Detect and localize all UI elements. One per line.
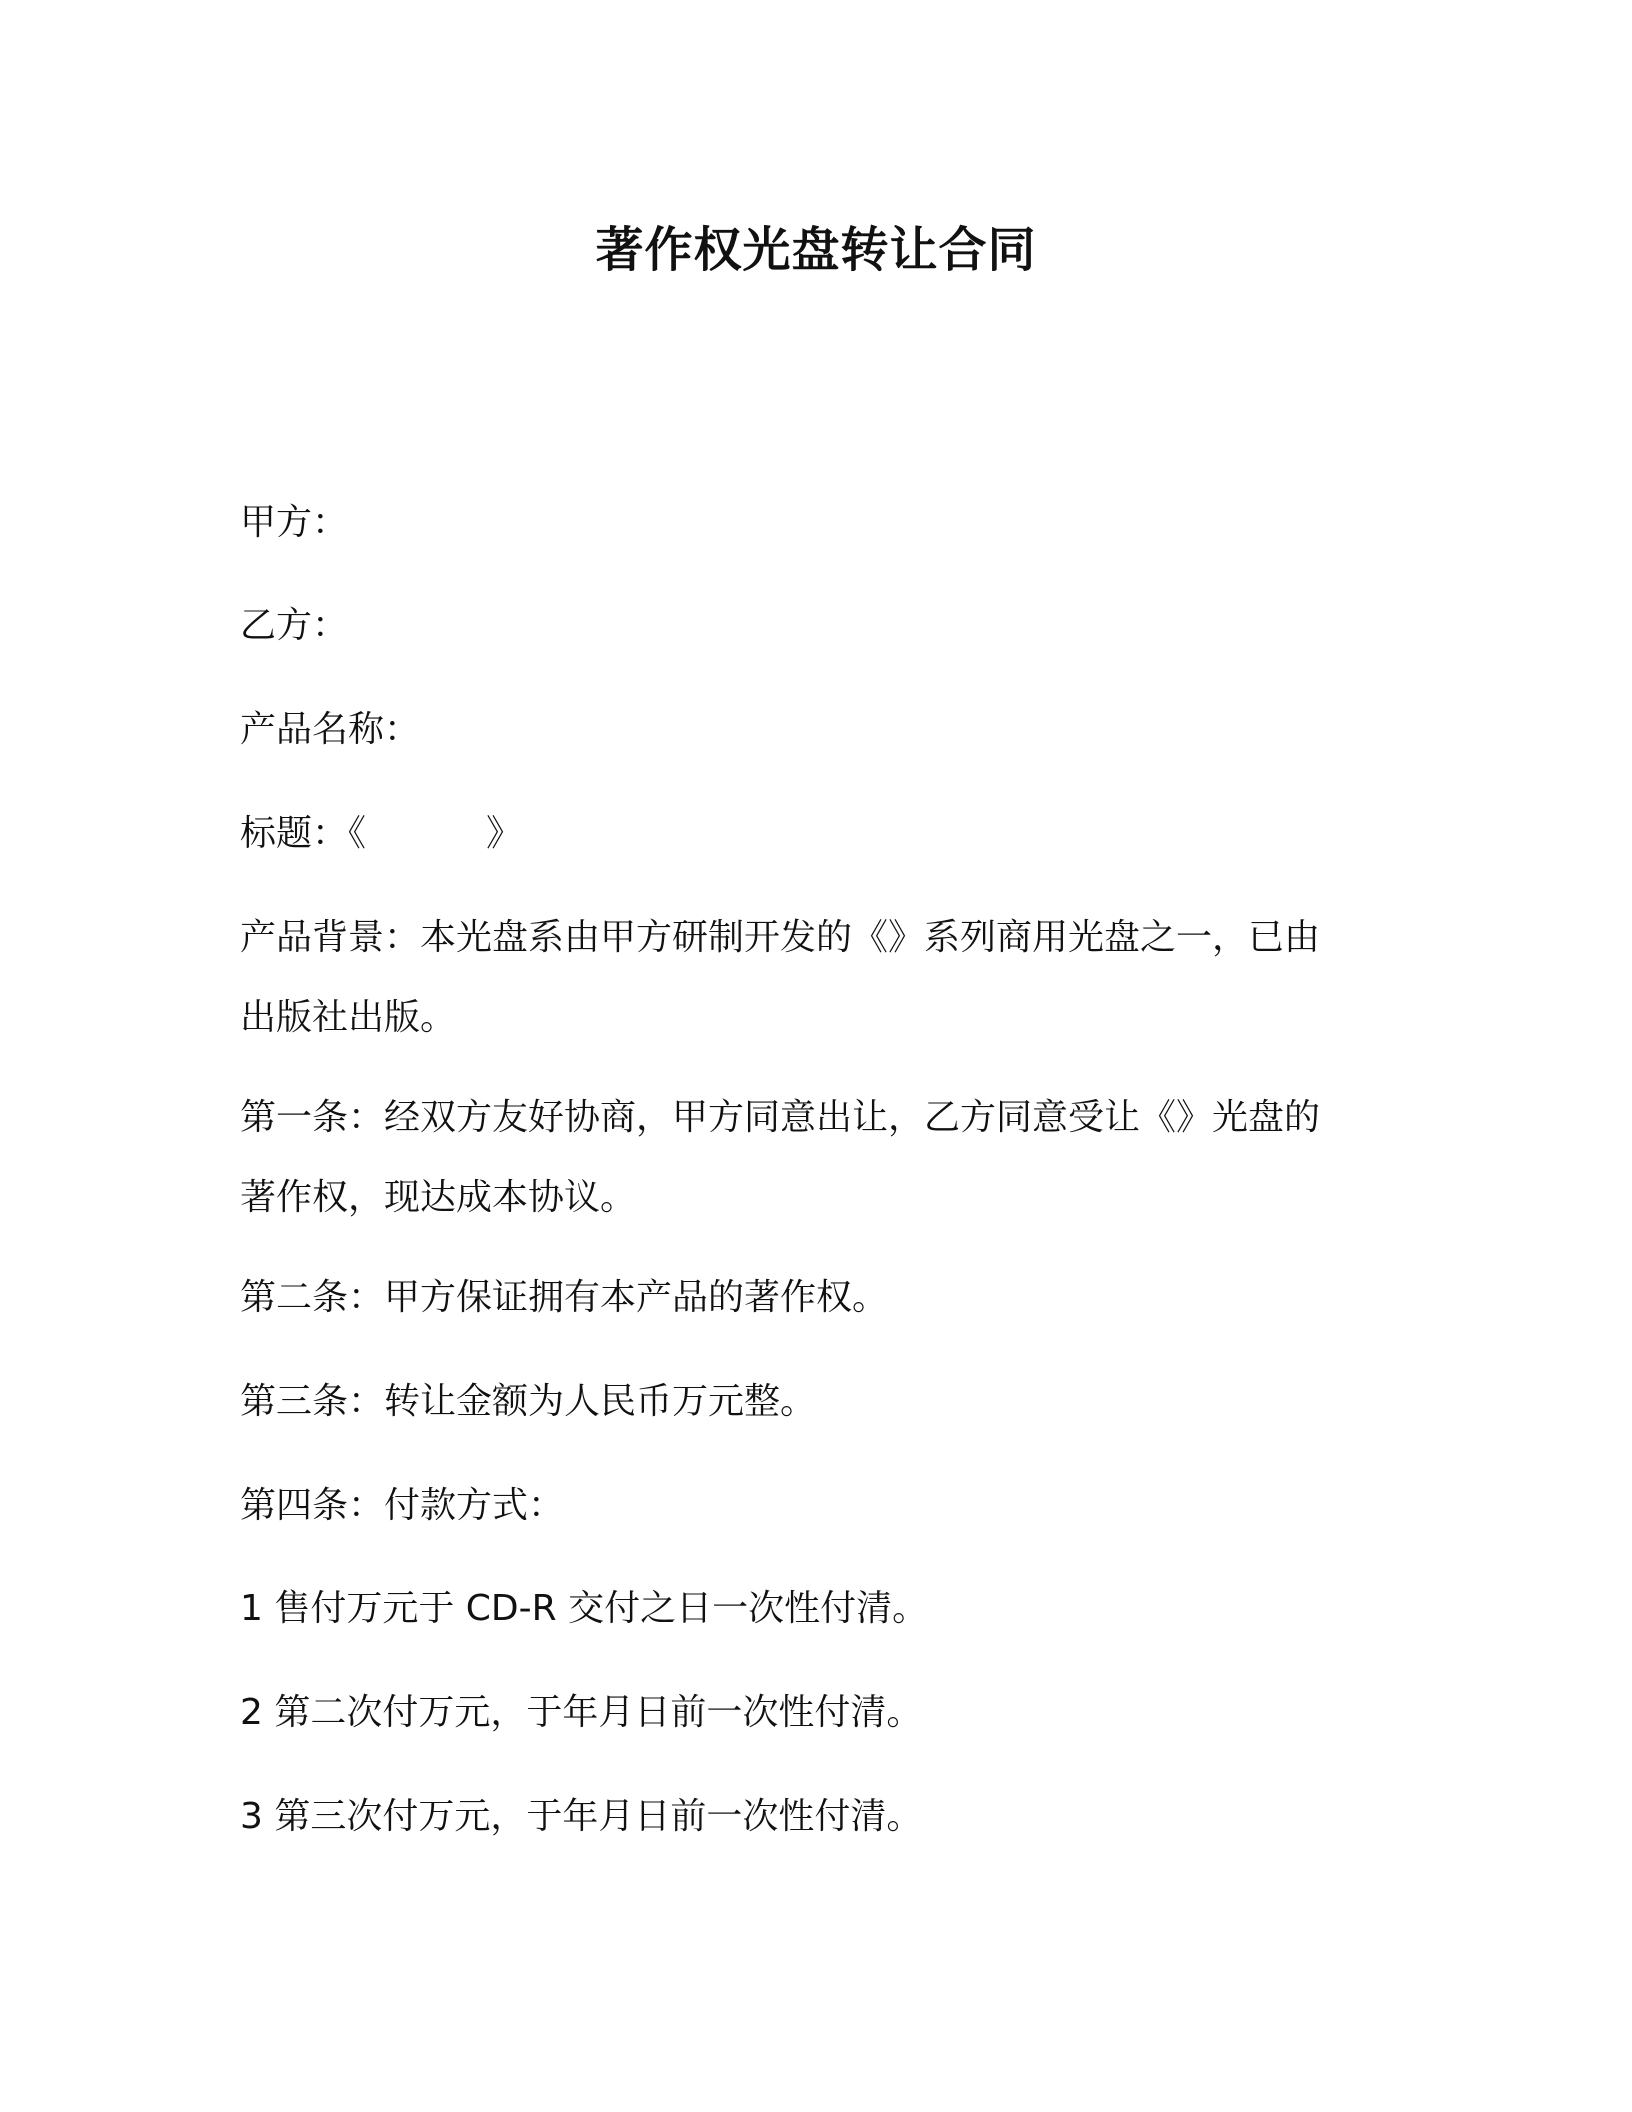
product-name-line: 产品名称： <box>240 709 421 750</box>
product-background-paragraph <box>240 898 1360 1058</box>
article-3-line: 第三条：转让金额为人民币万元整。 <box>240 1381 817 1422</box>
payment-item-3: 3 第三次付万元，于年月日前一次性付清。 <box>240 1796 923 1837</box>
party-b-line: 乙方： <box>240 605 349 646</box>
article-1-line-2: 著作权，现达成本协议。 <box>240 1177 637 1218</box>
article-2-line: 第二条：甲方保证拥有本产品的著作权。 <box>240 1277 889 1318</box>
party-a-line: 甲方： <box>240 502 349 543</box>
heading-label: 标题： <box>240 813 349 854</box>
product-background-line-1: 产品背景：本光盘系由甲方研制开发的《》系列商用光盘之一，已由 <box>240 917 1321 958</box>
heading-close-quote: 》 <box>486 813 523 854</box>
payment-item-2: 2 第二次付万元，于年月日前一次性付清。 <box>240 1692 923 1733</box>
payment-item-1: 1 售付万元于 CD-R 交付之日一次性付清。 <box>240 1588 929 1629</box>
article-1-paragraph <box>240 1078 1360 1238</box>
document-title: 著作权光盘转让合同 <box>595 222 1037 278</box>
article-4-line: 第四条：付款方式： <box>240 1485 565 1526</box>
heading-open-quote: 《 <box>348 813 367 854</box>
product-background-line-2: 出版社出版。 <box>240 997 457 1038</box>
heading-line <box>240 794 1360 874</box>
article-1-line-1: 第一条：经双方友好协商，甲方同意出让，乙方同意受让《》光盘的 <box>240 1097 1321 1138</box>
